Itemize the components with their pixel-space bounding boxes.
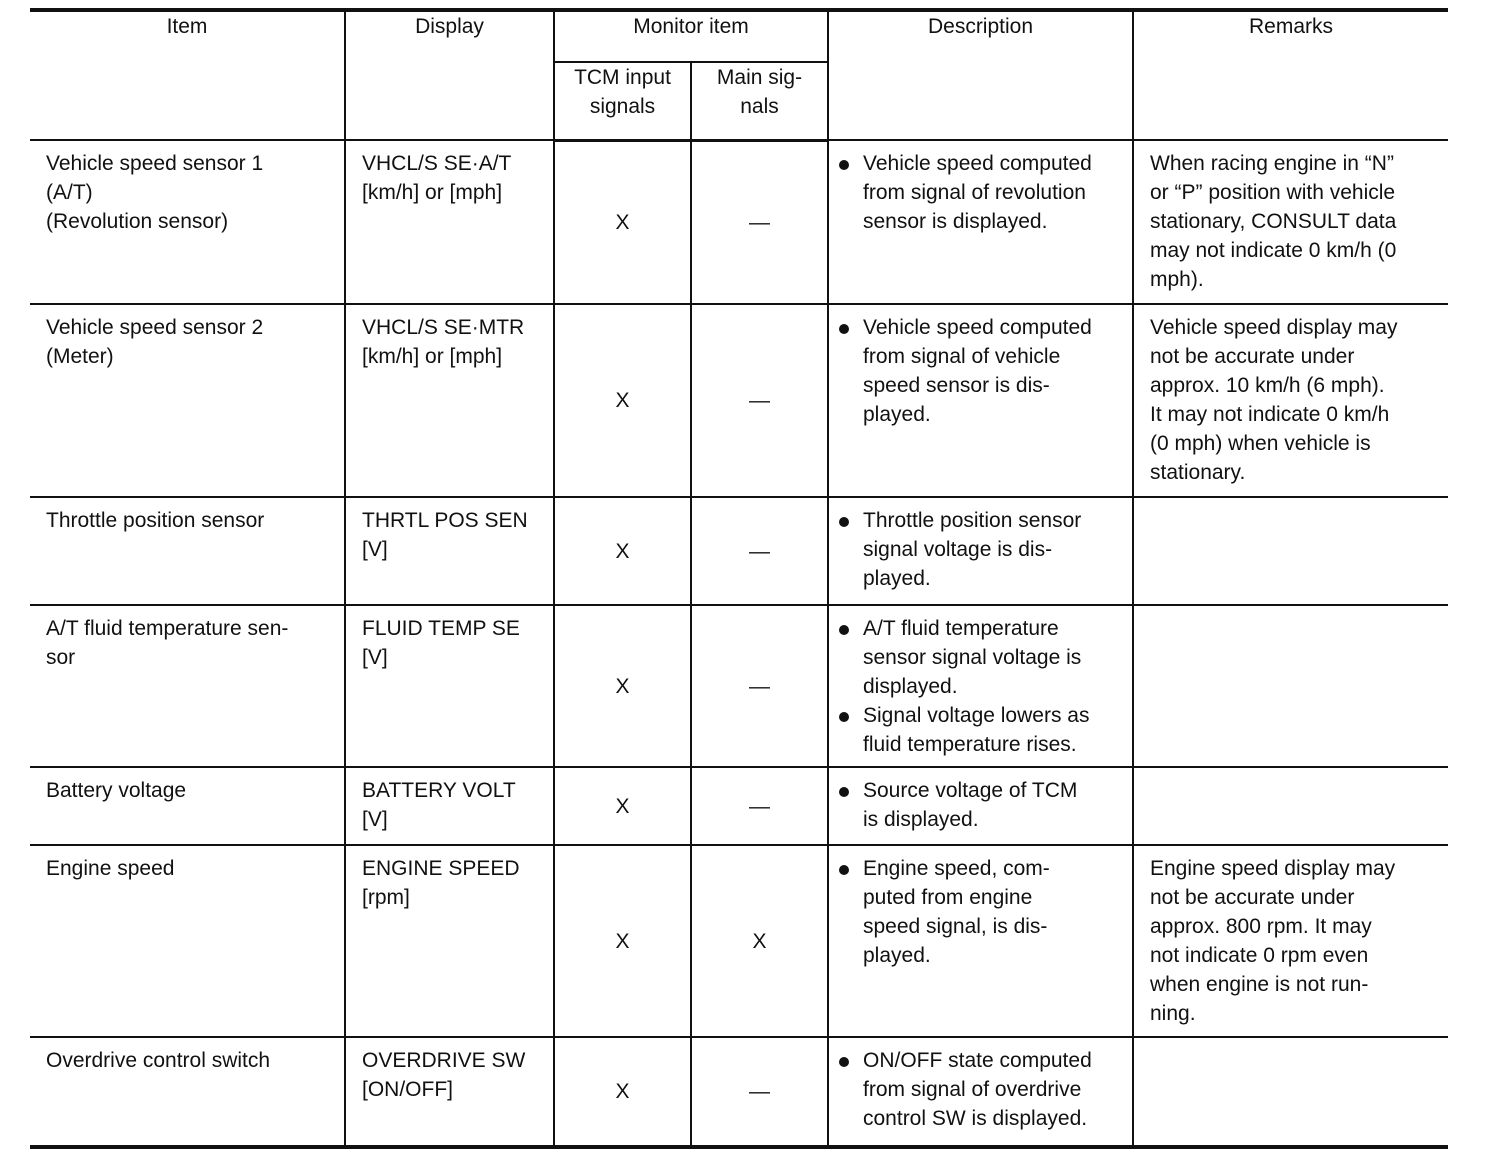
remarks-line: stationary, CONSULT data (1150, 210, 1397, 233)
cell-remarks (1133, 845, 1448, 1037)
remarks-line: may not indicate 0 km/h (0 (1150, 239, 1397, 262)
cell-item (30, 140, 345, 304)
header-main-line: nals (740, 95, 779, 118)
cell-tcm-input-mark: X (554, 497, 691, 605)
cell-item (30, 845, 345, 1037)
bullet-text (863, 1046, 1124, 1133)
bullet-text (863, 776, 1124, 834)
display-line: ENGINE SPEED (362, 857, 520, 880)
cell-tcm-input-mark: X (554, 767, 691, 845)
header-tcm-input-signals (554, 62, 691, 140)
remarks-line: ning. (1150, 1002, 1196, 1025)
item-line: Overdrive control switch (46, 1049, 271, 1072)
cell-main-signal-mark: — (691, 1037, 828, 1147)
description-line: Throttle position sensor (863, 509, 1082, 532)
remarks-line: not indicate 0 rpm even (1150, 944, 1369, 967)
display-line: [rpm] (362, 886, 410, 909)
header-description: Description (828, 10, 1133, 140)
remarks-line: It may not indicate 0 km/h (1150, 403, 1390, 426)
cell-tcm-input-mark: X (554, 140, 691, 304)
cell-main-signal-mark: — (691, 140, 828, 304)
bullet-text (863, 854, 1124, 970)
description-line: puted from engine (863, 886, 1033, 909)
cell-display (345, 304, 554, 497)
remarks-line: mph). (1150, 268, 1204, 291)
description-line: played. (863, 567, 931, 590)
header-main-signals (691, 62, 828, 140)
display-line: BATTERY VOLT (362, 779, 516, 802)
cell-tcm-input-mark: X (554, 605, 691, 767)
description-line: Vehicle speed computed (863, 316, 1092, 339)
cell-display (345, 497, 554, 605)
cell-tcm-input-mark: X (554, 845, 691, 1037)
display-line: [V] (362, 646, 388, 669)
remarks-line: or “P” position with vehicle (1150, 181, 1396, 204)
bullet-text (863, 149, 1124, 236)
description-line: Signal voltage lowers as (863, 704, 1090, 727)
description-bullet-item (837, 854, 1124, 970)
cell-description (828, 845, 1133, 1037)
description-line: sensor signal voltage is (863, 646, 1082, 669)
description-line: A/T fluid temperature (863, 617, 1059, 640)
description-line: control SW is displayed. (863, 1107, 1088, 1130)
header-tcm-line: TCM input (574, 66, 671, 89)
header-tcm-line: signals (589, 95, 656, 118)
display-line: OVERDRIVE SW (362, 1049, 526, 1072)
cell-remarks (1133, 767, 1448, 845)
table-header (30, 10, 1448, 140)
description-line: played. (863, 403, 931, 426)
cell-remarks (1133, 1037, 1448, 1147)
bullet-icon (837, 614, 863, 701)
cell-item (30, 497, 345, 605)
table-row (30, 1037, 1448, 1147)
description-line: from signal of overdrive (863, 1078, 1082, 1101)
description-bullet-item (837, 701, 1124, 759)
display-line: FLUID TEMP SE (362, 617, 520, 640)
display-line: VHCL/S SE·A/T (362, 152, 512, 175)
bullet-icon (837, 506, 863, 593)
description-line: Vehicle speed computed (863, 152, 1092, 175)
cell-description (828, 140, 1133, 304)
cell-display (345, 767, 554, 845)
cell-main-signal-mark: — (691, 767, 828, 845)
bullet-icon (837, 701, 863, 759)
remarks-line: Engine speed display may (1150, 857, 1396, 880)
bullet-icon (837, 149, 863, 236)
item-line: Vehicle speed sensor 1 (46, 152, 264, 175)
bullet-icon (837, 313, 863, 429)
description-bullet-item (837, 776, 1124, 834)
display-line: [km/h] or [mph] (362, 181, 503, 204)
cell-display (345, 1037, 554, 1147)
cell-item (30, 605, 345, 767)
display-line: [km/h] or [mph] (362, 345, 503, 368)
bullet-text (863, 701, 1124, 759)
cell-main-signal-mark: — (691, 605, 828, 767)
item-line: Engine speed (46, 857, 175, 880)
bullet-text (863, 313, 1124, 429)
description-line: is displayed. (863, 808, 979, 831)
description-line: displayed. (863, 675, 958, 698)
bullet-icon (837, 1046, 863, 1133)
remarks-line: approx. 800 rpm. It may (1150, 915, 1372, 938)
description-line: from signal of vehicle (863, 345, 1061, 368)
cell-remarks (1133, 497, 1448, 605)
display-line: [ON/OFF] (362, 1078, 453, 1101)
display-line: THRTL POS SEN (362, 509, 528, 532)
cell-description (828, 767, 1133, 845)
table-row (30, 497, 1448, 605)
remarks-line: approx. 10 km/h (6 mph). (1150, 374, 1385, 397)
description-line: ON/OFF state computed (863, 1049, 1092, 1072)
bullet-text (863, 506, 1124, 593)
remarks-line: (0 mph) when vehicle is (1150, 432, 1371, 455)
cell-item (30, 1037, 345, 1147)
display-line: [V] (362, 808, 388, 831)
description-line: Engine speed, com- (863, 857, 1050, 880)
description-bullet-item (837, 1046, 1124, 1133)
description-line: played. (863, 944, 931, 967)
display-line: VHCL/S SE·MTR (362, 316, 525, 339)
bullet-icon (837, 854, 863, 970)
cell-display (345, 845, 554, 1037)
description-line: speed sensor is dis- (863, 374, 1050, 397)
item-line: Vehicle speed sensor 2 (46, 316, 264, 339)
remarks-line: When racing engine in “N” (1150, 152, 1394, 175)
item-line: A/T fluid temperature sen- (46, 617, 289, 640)
cell-description (828, 1037, 1133, 1147)
header-monitor-item: Monitor item (554, 10, 828, 62)
cell-item (30, 304, 345, 497)
description-line: from signal of revolution (863, 181, 1086, 204)
table-row (30, 304, 1448, 497)
item-line: (Revolution sensor) (46, 210, 229, 233)
description-line: signal voltage is dis- (863, 538, 1053, 561)
bullet-text (863, 614, 1124, 701)
table-row (30, 140, 1448, 304)
description-line: speed signal, is dis- (863, 915, 1048, 938)
header-remarks: Remarks (1133, 10, 1448, 140)
cell-main-signal-mark: — (691, 497, 828, 605)
cell-description (828, 497, 1133, 605)
cell-tcm-input-mark: X (554, 1037, 691, 1147)
table-row (30, 845, 1448, 1037)
cell-remarks (1133, 605, 1448, 767)
item-line: Throttle position sensor (46, 509, 265, 532)
remarks-line: not be accurate under (1150, 886, 1355, 909)
item-line: sor (46, 646, 76, 669)
bullet-icon (837, 776, 863, 834)
cell-description (828, 605, 1133, 767)
description-bullet-item (837, 614, 1124, 701)
header-main-line: Main sig- (716, 66, 803, 89)
cell-display (345, 140, 554, 304)
cell-description (828, 304, 1133, 497)
display-line: [V] (362, 538, 388, 561)
cell-item (30, 767, 345, 845)
table-row (30, 767, 1448, 845)
cell-main-signal-mark: — (691, 304, 828, 497)
item-line: (A/T) (46, 181, 93, 204)
description-bullet-item (837, 313, 1124, 429)
description-line: Source voltage of TCM (863, 779, 1078, 802)
cell-tcm-input-mark: X (554, 304, 691, 497)
cell-remarks (1133, 304, 1448, 497)
remarks-line: stationary. (1150, 461, 1246, 484)
cell-main-signal-mark: X (691, 845, 828, 1037)
description-line: sensor is displayed. (863, 210, 1048, 233)
description-line: fluid temperature rises. (863, 733, 1077, 756)
table-row (30, 605, 1448, 767)
remarks-line: when engine is not run- (1150, 973, 1369, 996)
header-item: Item (30, 10, 345, 140)
item-line: Battery voltage (46, 779, 187, 802)
monitor-item-table (30, 8, 1448, 1149)
description-bullet-item (837, 149, 1124, 236)
cell-display (345, 605, 554, 767)
description-bullet-item (837, 506, 1124, 593)
remarks-line: Vehicle speed display may (1150, 316, 1398, 339)
table-body (30, 140, 1448, 1147)
remarks-line: not be accurate under (1150, 345, 1355, 368)
cell-remarks (1133, 140, 1448, 304)
header-display: Display (345, 10, 554, 140)
item-line: (Meter) (46, 345, 114, 368)
